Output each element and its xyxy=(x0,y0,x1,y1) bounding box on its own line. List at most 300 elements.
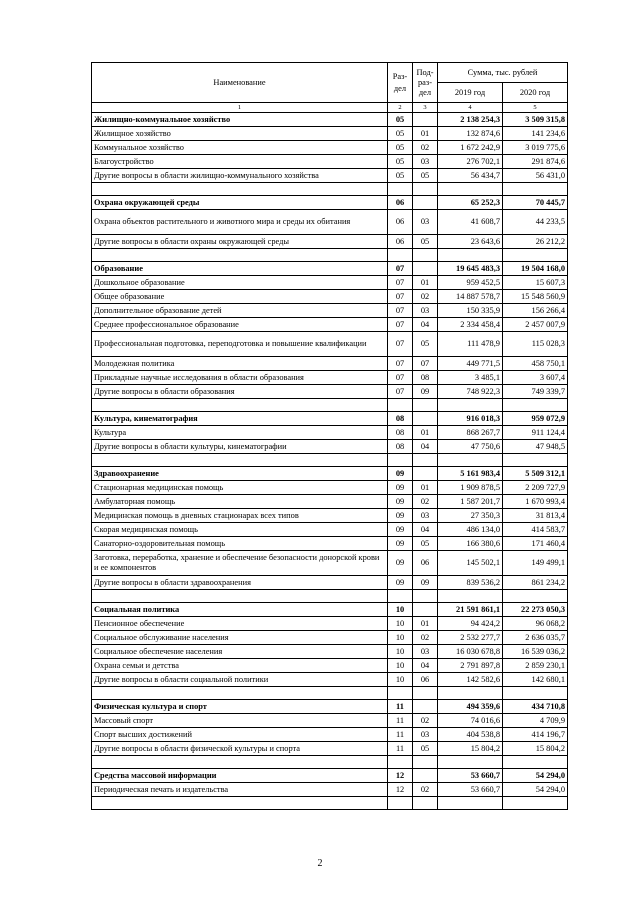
row-section-cell: 07 xyxy=(388,262,413,276)
row-name-cell: Культура xyxy=(92,426,388,440)
row-subsection-cell: 05 xyxy=(413,742,438,756)
row-section-cell: 10 xyxy=(388,617,413,631)
row-value-2019-cell: 486 134,0 xyxy=(438,523,503,537)
row-value-2019-cell xyxy=(438,756,503,769)
table-row xyxy=(92,426,568,440)
row-section-cell: 12 xyxy=(388,769,413,783)
row-section-cell: 09 xyxy=(388,537,413,551)
row-subsection-cell: 06 xyxy=(413,673,438,687)
row-section-cell: 11 xyxy=(388,714,413,728)
row-section-cell: 07 xyxy=(388,332,413,357)
row-name-cell: Амбулаторная помощь xyxy=(92,495,388,509)
section-total-row xyxy=(92,769,568,783)
section-total-row xyxy=(92,467,568,481)
row-value-2019-cell: 94 424,2 xyxy=(438,617,503,631)
row-value-2020-cell: 3 509 315,8 xyxy=(503,113,568,127)
row-value-2019-cell: 1 587 201,7 xyxy=(438,495,503,509)
row-subsection-cell: 04 xyxy=(413,523,438,537)
row-subsection-cell: 04 xyxy=(413,318,438,332)
row-subsection-cell: 03 xyxy=(413,304,438,318)
row-value-2020-cell: 2 636 035,7 xyxy=(503,631,568,645)
row-name-cell: Спорт высших достижений xyxy=(92,728,388,742)
row-section-cell: 10 xyxy=(388,603,413,617)
row-section-cell: 07 xyxy=(388,318,413,332)
row-subsection-cell: 05 xyxy=(413,332,438,357)
row-name-cell: Санаторно-оздоровительная помощь xyxy=(92,537,388,551)
row-value-2020-cell xyxy=(503,399,568,412)
column-number: 5 xyxy=(503,103,568,113)
table-row xyxy=(92,659,568,673)
row-subsection-cell xyxy=(413,756,438,769)
row-section-cell xyxy=(388,756,413,769)
row-section-cell: 12 xyxy=(388,783,413,797)
row-name-cell: Стационарная медицинская помощь xyxy=(92,481,388,495)
row-subsection-cell: 02 xyxy=(413,290,438,304)
row-name-cell: Социальное обеспечение населения xyxy=(92,645,388,659)
row-value-2020-cell xyxy=(503,183,568,196)
table-row xyxy=(92,127,568,141)
row-name-cell: Медицинская помощь в дневных стационарах всех типов xyxy=(92,509,388,523)
row-section-cell: 06 xyxy=(388,235,413,249)
row-value-2020-cell: 56 431,0 xyxy=(503,169,568,183)
row-value-2019-cell: 47 750,6 xyxy=(438,440,503,454)
row-value-2020-cell: 54 294,0 xyxy=(503,769,568,783)
row-value-2020-cell: 15 548 560,9 xyxy=(503,290,568,304)
row-name-cell: Массовый спорт xyxy=(92,714,388,728)
row-value-2019-cell: 3 485,1 xyxy=(438,371,503,385)
row-section-cell xyxy=(388,687,413,700)
spacer-row xyxy=(92,590,568,603)
table-row xyxy=(92,551,568,576)
column-numbers-row xyxy=(92,103,568,113)
row-name-cell xyxy=(92,183,388,196)
row-name-cell: Средства массовой информации xyxy=(92,769,388,783)
row-subsection-cell: 01 xyxy=(413,426,438,440)
row-value-2019-cell: 276 702,1 xyxy=(438,155,503,169)
row-value-2019-cell: 839 536,2 xyxy=(438,576,503,590)
row-subsection-cell xyxy=(413,113,438,127)
section-total-row xyxy=(92,603,568,617)
table-row xyxy=(92,332,568,357)
row-value-2020-cell: 26 212,2 xyxy=(503,235,568,249)
row-value-2020-cell: 149 499,1 xyxy=(503,551,568,576)
row-value-2020-cell: 31 813,4 xyxy=(503,509,568,523)
row-subsection-cell xyxy=(413,467,438,481)
table-row xyxy=(92,371,568,385)
row-subsection-cell: 02 xyxy=(413,141,438,155)
row-subsection-cell: 01 xyxy=(413,617,438,631)
row-subsection-cell: 02 xyxy=(413,714,438,728)
budget-table xyxy=(91,62,568,810)
row-section-cell: 07 xyxy=(388,357,413,371)
table-row xyxy=(92,210,568,235)
row-name-cell xyxy=(92,756,388,769)
row-subsection-cell xyxy=(413,769,438,783)
row-name-cell: Другие вопросы в области охраны окружающей среды xyxy=(92,235,388,249)
row-value-2020-cell: 44 233,5 xyxy=(503,210,568,235)
table-header xyxy=(92,63,568,113)
row-value-2019-cell: 404 538,8 xyxy=(438,728,503,742)
row-value-2019-cell: 53 660,7 xyxy=(438,783,503,797)
row-subsection-cell xyxy=(413,590,438,603)
table-body xyxy=(92,113,568,810)
row-section-cell: 10 xyxy=(388,631,413,645)
row-subsection-cell xyxy=(413,603,438,617)
table-row xyxy=(92,742,568,756)
row-section-cell: 08 xyxy=(388,426,413,440)
row-section-cell: 09 xyxy=(388,509,413,523)
row-value-2019-cell: 1 909 878,5 xyxy=(438,481,503,495)
row-section-cell: 05 xyxy=(388,127,413,141)
row-name-cell: Социальное обслуживание населения xyxy=(92,631,388,645)
row-value-2020-cell xyxy=(503,590,568,603)
row-value-2019-cell xyxy=(438,249,503,262)
table-row xyxy=(92,523,568,537)
row-subsection-cell: 01 xyxy=(413,276,438,290)
row-value-2019-cell: 1 672 242,9 xyxy=(438,141,503,155)
row-value-2019-cell xyxy=(438,797,503,810)
header-name: Наименование xyxy=(92,63,388,103)
row-subsection-cell xyxy=(413,454,438,467)
row-value-2019-cell: 2 138 254,3 xyxy=(438,113,503,127)
row-section-cell: 05 xyxy=(388,169,413,183)
row-subsection-cell: 06 xyxy=(413,551,438,576)
row-value-2019-cell xyxy=(438,590,503,603)
row-subsection-cell: 05 xyxy=(413,537,438,551)
row-value-2020-cell: 2 859 230,1 xyxy=(503,659,568,673)
spacer-row xyxy=(92,454,568,467)
row-value-2019-cell xyxy=(438,454,503,467)
table-row xyxy=(92,304,568,318)
spacer-row xyxy=(92,797,568,810)
row-name-cell: Охрана окружающей среды xyxy=(92,196,388,210)
row-value-2019-cell: 916 018,3 xyxy=(438,412,503,426)
row-subsection-cell: 02 xyxy=(413,783,438,797)
row-section-cell: 06 xyxy=(388,210,413,235)
spacer-row xyxy=(92,249,568,262)
table-row xyxy=(92,617,568,631)
row-subsection-cell: 09 xyxy=(413,576,438,590)
row-value-2020-cell xyxy=(503,797,568,810)
row-section-cell: 11 xyxy=(388,700,413,714)
row-name-cell: Молодежная политика xyxy=(92,357,388,371)
row-value-2020-cell: 434 710,8 xyxy=(503,700,568,714)
row-subsection-cell xyxy=(413,700,438,714)
row-name-cell: Другие вопросы в области жилищно-коммунального хозяйства xyxy=(92,169,388,183)
column-number: 1 xyxy=(92,103,388,113)
table-row xyxy=(92,385,568,399)
row-value-2020-cell: 2 457 007,9 xyxy=(503,318,568,332)
row-subsection-cell: 04 xyxy=(413,440,438,454)
section-total-row xyxy=(92,113,568,127)
row-name-cell: Заготовка, переработка, хранение и обеспечение безопасности донорской крови и ее компонентов xyxy=(92,551,388,576)
row-name-cell: Периодическая печать и издательства xyxy=(92,783,388,797)
row-name-cell: Прикладные научные исследования в области образования xyxy=(92,371,388,385)
row-value-2019-cell: 53 660,7 xyxy=(438,769,503,783)
row-value-2020-cell xyxy=(503,687,568,700)
row-name-cell: Благоустройство xyxy=(92,155,388,169)
row-section-cell: 05 xyxy=(388,155,413,169)
row-value-2020-cell: 15 804,2 xyxy=(503,742,568,756)
table-row xyxy=(92,645,568,659)
row-value-2020-cell: 47 948,5 xyxy=(503,440,568,454)
row-value-2020-cell: 861 234,2 xyxy=(503,576,568,590)
row-value-2020-cell: 141 234,6 xyxy=(503,127,568,141)
column-number: 4 xyxy=(438,103,503,113)
row-value-2020-cell xyxy=(503,454,568,467)
section-total-row xyxy=(92,700,568,714)
row-subsection-cell: 04 xyxy=(413,659,438,673)
row-section-cell: 06 xyxy=(388,196,413,210)
row-name-cell: Охрана семьи и детства xyxy=(92,659,388,673)
row-section-cell: 11 xyxy=(388,742,413,756)
table-row xyxy=(92,290,568,304)
table-row xyxy=(92,481,568,495)
row-name-cell: Охрана объектов растительного и животного мира и среды их обитания xyxy=(92,210,388,235)
row-section-cell: 10 xyxy=(388,659,413,673)
row-subsection-cell: 03 xyxy=(413,728,438,742)
page-number: 2 xyxy=(317,858,323,869)
column-number: 3 xyxy=(413,103,438,113)
spacer-row xyxy=(92,756,568,769)
row-section-cell xyxy=(388,797,413,810)
row-value-2020-cell: 142 680,1 xyxy=(503,673,568,687)
row-value-2019-cell: 494 359,6 xyxy=(438,700,503,714)
column-number: 2 xyxy=(388,103,413,113)
table-row xyxy=(92,783,568,797)
row-subsection-cell: 02 xyxy=(413,495,438,509)
row-section-cell: 07 xyxy=(388,304,413,318)
row-value-2020-cell: 15 607,3 xyxy=(503,276,568,290)
row-name-cell: Коммунальное хозяйство xyxy=(92,141,388,155)
row-name-cell: Здравоохранение xyxy=(92,467,388,481)
row-value-2020-cell xyxy=(503,756,568,769)
row-section-cell: 11 xyxy=(388,728,413,742)
header-year-2020: 2020 год xyxy=(503,83,568,103)
row-section-cell xyxy=(388,249,413,262)
row-value-2020-cell: 4 709,9 xyxy=(503,714,568,728)
row-value-2019-cell: 56 434,7 xyxy=(438,169,503,183)
row-subsection-cell xyxy=(413,412,438,426)
table-row xyxy=(92,714,568,728)
row-section-cell: 09 xyxy=(388,576,413,590)
row-value-2020-cell: 54 294,0 xyxy=(503,783,568,797)
row-value-2020-cell: 749 339,7 xyxy=(503,385,568,399)
section-total-row xyxy=(92,262,568,276)
table-row xyxy=(92,155,568,169)
header-subsection: Под- раз- дел xyxy=(413,63,438,103)
row-subsection-cell xyxy=(413,797,438,810)
row-value-2019-cell: 959 452,5 xyxy=(438,276,503,290)
row-value-2020-cell: 171 460,4 xyxy=(503,537,568,551)
row-value-2020-cell: 19 504 168,0 xyxy=(503,262,568,276)
row-name-cell: Другие вопросы в области образования xyxy=(92,385,388,399)
row-value-2019-cell: 150 335,9 xyxy=(438,304,503,318)
row-section-cell: 08 xyxy=(388,412,413,426)
row-subsection-cell: 01 xyxy=(413,127,438,141)
table-row xyxy=(92,318,568,332)
row-value-2020-cell: 115 028,3 xyxy=(503,332,568,357)
spacer-row xyxy=(92,183,568,196)
row-value-2020-cell: 911 124,4 xyxy=(503,426,568,440)
row-value-2020-cell: 458 750,1 xyxy=(503,357,568,371)
table-row xyxy=(92,169,568,183)
row-value-2019-cell: 14 887 578,7 xyxy=(438,290,503,304)
row-section-cell: 05 xyxy=(388,141,413,155)
row-value-2020-cell: 291 874,6 xyxy=(503,155,568,169)
row-name-cell: Жилищное хозяйство xyxy=(92,127,388,141)
row-value-2019-cell: 21 591 861,1 xyxy=(438,603,503,617)
section-total-row xyxy=(92,196,568,210)
row-value-2019-cell: 2 791 897,8 xyxy=(438,659,503,673)
row-value-2019-cell: 15 804,2 xyxy=(438,742,503,756)
row-subsection-cell xyxy=(413,196,438,210)
row-value-2020-cell: 3 019 775,6 xyxy=(503,141,568,155)
row-value-2020-cell: 3 607,4 xyxy=(503,371,568,385)
row-subsection-cell: 03 xyxy=(413,645,438,659)
row-section-cell xyxy=(388,454,413,467)
row-subsection-cell: 02 xyxy=(413,631,438,645)
row-name-cell: Другие вопросы в области культуры, кинематографии xyxy=(92,440,388,454)
header-year-2019: 2019 год xyxy=(438,83,503,103)
row-value-2020-cell: 96 068,2 xyxy=(503,617,568,631)
row-name-cell: Пенсионное обеспечение xyxy=(92,617,388,631)
row-name-cell: Дошкольное образование xyxy=(92,276,388,290)
row-name-cell xyxy=(92,687,388,700)
table-row xyxy=(92,631,568,645)
row-name-cell: Дополнительное образование детей xyxy=(92,304,388,318)
row-value-2019-cell: 142 582,6 xyxy=(438,673,503,687)
row-value-2019-cell: 2 532 277,7 xyxy=(438,631,503,645)
row-value-2019-cell: 145 502,1 xyxy=(438,551,503,576)
row-name-cell: Жилищно-коммунальное хозяйство xyxy=(92,113,388,127)
row-value-2019-cell xyxy=(438,399,503,412)
row-section-cell: 09 xyxy=(388,495,413,509)
row-subsection-cell: 03 xyxy=(413,210,438,235)
row-name-cell xyxy=(92,454,388,467)
row-name-cell: Социальная политика xyxy=(92,603,388,617)
row-name-cell: Скорая медицинская помощь xyxy=(92,523,388,537)
row-name-cell: Другие вопросы в области социальной политики xyxy=(92,673,388,687)
header-sum: Сумма, тыс. рублей xyxy=(438,63,568,83)
row-name-cell xyxy=(92,399,388,412)
row-section-cell: 07 xyxy=(388,276,413,290)
row-value-2020-cell: 2 209 727,9 xyxy=(503,481,568,495)
row-subsection-cell xyxy=(413,399,438,412)
row-value-2020-cell: 70 445,7 xyxy=(503,196,568,210)
row-subsection-cell: 03 xyxy=(413,155,438,169)
row-name-cell: Среднее профессиональное образование xyxy=(92,318,388,332)
row-section-cell: 09 xyxy=(388,481,413,495)
table-row xyxy=(92,509,568,523)
row-subsection-cell: 09 xyxy=(413,385,438,399)
row-subsection-cell xyxy=(413,183,438,196)
row-value-2020-cell: 22 273 050,3 xyxy=(503,603,568,617)
row-value-2019-cell: 74 016,6 xyxy=(438,714,503,728)
row-value-2019-cell: 19 645 483,3 xyxy=(438,262,503,276)
row-value-2020-cell: 959 072,9 xyxy=(503,412,568,426)
row-name-cell: Образование xyxy=(92,262,388,276)
row-section-cell: 07 xyxy=(388,290,413,304)
row-section-cell xyxy=(388,590,413,603)
row-value-2019-cell: 132 874,6 xyxy=(438,127,503,141)
row-section-cell: 07 xyxy=(388,371,413,385)
row-value-2019-cell: 449 771,5 xyxy=(438,357,503,371)
row-value-2019-cell: 111 478,9 xyxy=(438,332,503,357)
row-value-2019-cell: 166 380,6 xyxy=(438,537,503,551)
table-row xyxy=(92,673,568,687)
row-value-2020-cell: 1 670 993,4 xyxy=(503,495,568,509)
row-name-cell: Культура, кинематография xyxy=(92,412,388,426)
row-section-cell xyxy=(388,399,413,412)
table-row xyxy=(92,440,568,454)
table-row xyxy=(92,576,568,590)
row-value-2019-cell xyxy=(438,183,503,196)
row-value-2019-cell: 23 643,6 xyxy=(438,235,503,249)
row-section-cell: 09 xyxy=(388,551,413,576)
row-value-2019-cell: 2 334 458,4 xyxy=(438,318,503,332)
row-section-cell: 08 xyxy=(388,440,413,454)
row-value-2020-cell: 414 583,7 xyxy=(503,523,568,537)
row-subsection-cell: 01 xyxy=(413,481,438,495)
spacer-row xyxy=(92,399,568,412)
row-value-2020-cell: 156 266,4 xyxy=(503,304,568,318)
row-name-cell: Другие вопросы в области физической культуры и спорта xyxy=(92,742,388,756)
row-section-cell: 10 xyxy=(388,673,413,687)
row-section-cell: 07 xyxy=(388,385,413,399)
row-subsection-cell: 05 xyxy=(413,169,438,183)
table-row xyxy=(92,728,568,742)
header-section: Раз- дел xyxy=(388,63,413,103)
row-subsection-cell: 05 xyxy=(413,235,438,249)
table-row xyxy=(92,276,568,290)
table-row xyxy=(92,235,568,249)
row-name-cell xyxy=(92,797,388,810)
row-subsection-cell: 03 xyxy=(413,509,438,523)
row-name-cell: Физическая культура и спорт xyxy=(92,700,388,714)
row-name-cell xyxy=(92,590,388,603)
row-value-2020-cell: 414 196,7 xyxy=(503,728,568,742)
row-value-2019-cell xyxy=(438,687,503,700)
row-value-2020-cell xyxy=(503,249,568,262)
row-section-cell xyxy=(388,183,413,196)
section-total-row xyxy=(92,412,568,426)
row-subsection-cell xyxy=(413,262,438,276)
row-value-2019-cell: 748 922,3 xyxy=(438,385,503,399)
spacer-row xyxy=(92,687,568,700)
row-value-2019-cell: 41 608,7 xyxy=(438,210,503,235)
row-subsection-cell xyxy=(413,249,438,262)
row-value-2020-cell: 5 509 312,1 xyxy=(503,467,568,481)
row-section-cell: 10 xyxy=(388,645,413,659)
table-row xyxy=(92,537,568,551)
row-section-cell: 09 xyxy=(388,467,413,481)
row-value-2019-cell: 65 252,3 xyxy=(438,196,503,210)
row-name-cell: Профессиональная подготовка, переподготовка и повышение квалификации xyxy=(92,332,388,357)
row-value-2019-cell: 16 030 678,8 xyxy=(438,645,503,659)
row-subsection-cell: 08 xyxy=(413,371,438,385)
row-name-cell: Другие вопросы в области здравоохранения xyxy=(92,576,388,590)
row-value-2019-cell: 27 350,3 xyxy=(438,509,503,523)
row-subsection-cell xyxy=(413,687,438,700)
row-subsection-cell: 07 xyxy=(413,357,438,371)
row-name-cell: Общее образование xyxy=(92,290,388,304)
table-row xyxy=(92,357,568,371)
table-row xyxy=(92,495,568,509)
row-value-2020-cell: 16 539 036,2 xyxy=(503,645,568,659)
row-value-2019-cell: 5 161 983,4 xyxy=(438,467,503,481)
table-row xyxy=(92,141,568,155)
